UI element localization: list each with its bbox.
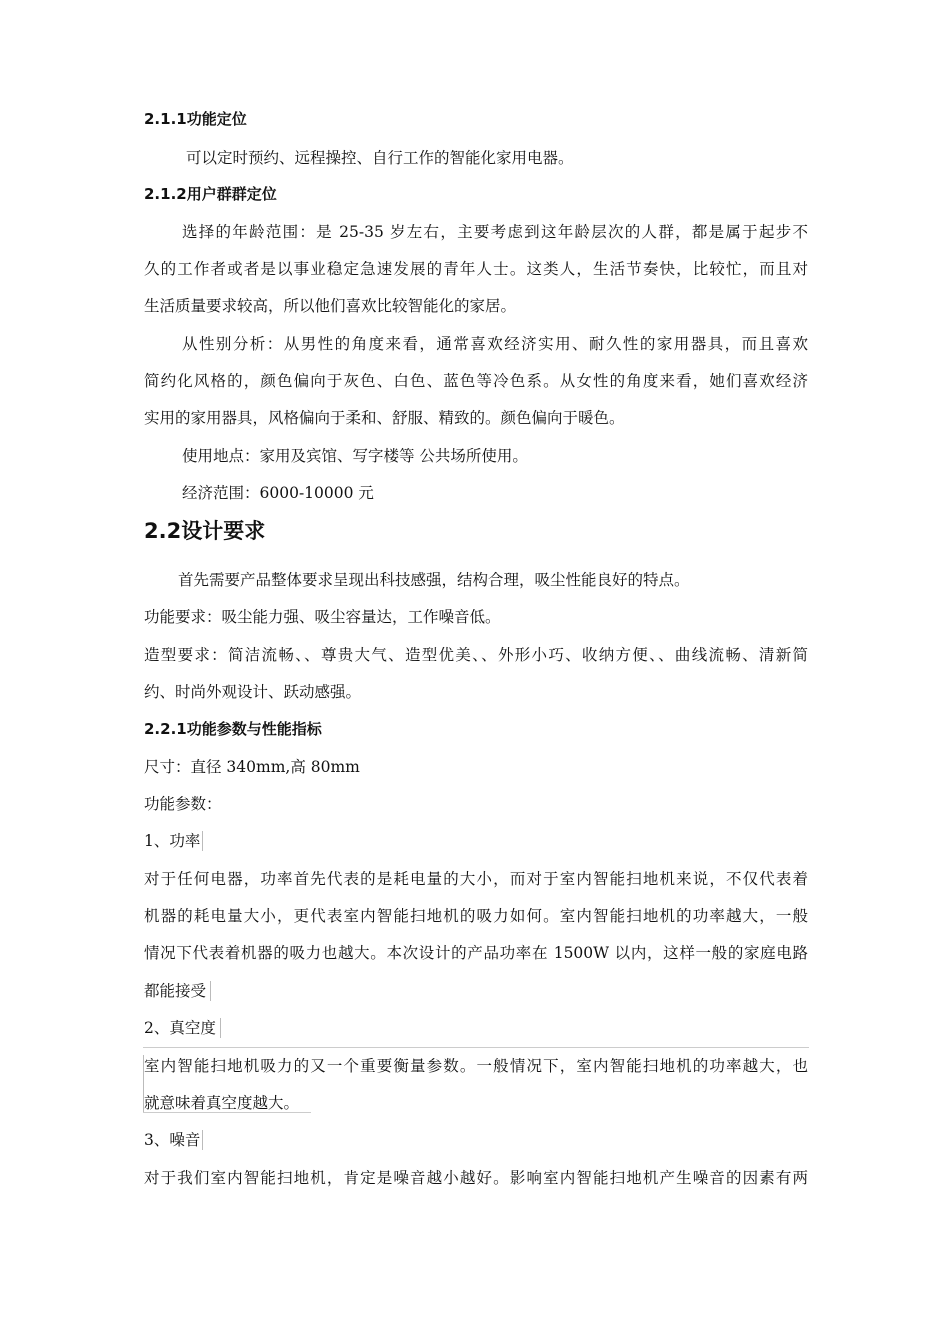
paragraph-age-line-1: 选择的年龄范围：是 25-35 岁左右，主要考虑到这年龄层次的人群，都是属于起步不	[182, 223, 808, 241]
paragraph-age-line-2: 久的工作者或者是以事业稳定急速发展的青年人士。这类人，生活节奏快，比较忙，而且对	[144, 260, 808, 278]
text-box-marker	[220, 1018, 221, 1038]
heading-2-2: 2.2设计要求	[144, 519, 266, 543]
text-box-marker	[202, 1130, 203, 1150]
paragraph-function-requirement: 功能要求：吸尘能力强、吸尘容量达，工作噪音低。	[144, 608, 501, 626]
paragraph-power-line-4: 都能接受	[144, 982, 207, 1000]
paragraph-economic-range: 经济范围：6000-10000 元	[182, 484, 374, 502]
paragraph-shape-line-1: 造型要求：简洁流畅、、尊贵大气、造型优美、、外形小巧、收纳方便、、曲线流畅、清新简	[144, 646, 808, 664]
paragraph-vacuum-line-2: 就意味着真空度越大。	[144, 1094, 300, 1112]
text-box-border	[143, 1047, 809, 1048]
paragraph-gender-line-1: 从性别分析：从男性的角度来看，通常喜欢经济实用、耐久性的家用器具，而且喜欢	[182, 335, 808, 353]
paragraph-usage-place: 使用地点：家用及宾馆、写字楼等 公共场所使用。	[182, 447, 528, 465]
paragraph-vacuum-line-1: 室内智能扫地机吸力的又一个重要衡量参数。一般情况下，室内智能扫地机的功率越大，也	[144, 1057, 808, 1075]
text-box-marker	[202, 831, 203, 851]
paragraph-design-intro: 首先需要产品整体要求呈现出科技感强，结构合理，吸尘性能良好的特点。	[178, 571, 690, 589]
text-box-marker	[210, 981, 211, 1001]
item-power-title: 1、功率	[144, 832, 201, 850]
paragraph-gender-line-2: 简约化风格的，颜色偏向于灰色、白色、蓝色等冷色系。从女性的角度来看，她们喜欢经济	[144, 372, 808, 390]
paragraph-params-label: 功能参数：	[144, 795, 222, 813]
paragraph-power-line-3: 情况下代表着机器的吸力也越大。本次设计的产品功率在 1500W 以内，这样一般的家庭电路	[144, 944, 808, 962]
paragraph-power-line-1: 对于任何电器，功率首先代表的是耗电量的大小，而对于室内智能扫地机来说，不仅代表着	[144, 870, 808, 888]
item-noise-title: 3、噪音	[144, 1131, 201, 1149]
paragraph-gender-line-3: 实用的家用器具，风格偏向于柔和、舒服、精致的。颜色偏向于暖色。	[144, 409, 625, 427]
paragraph-function-positioning: 可以定时预约、远程操控、自行工作的智能化家用电器。	[186, 149, 574, 167]
heading-2-1-1: 2.1.1功能定位	[144, 110, 247, 128]
paragraph-age-line-3: 生活质量要求较高，所以他们喜欢比较智能化的家居。	[144, 297, 517, 315]
text-box-border	[143, 1112, 311, 1113]
heading-2-1-2: 2.1.2用户群群定位	[144, 185, 277, 203]
paragraph-power-line-2: 机器的耗电量大小，更代表室内智能扫地机的吸力如何。室内智能扫地机的功率越大，一般	[144, 907, 808, 925]
item-vacuum-title: 2、真空度	[144, 1019, 216, 1037]
heading-2-2-1: 2.2.1功能参数与性能指标	[144, 720, 322, 738]
paragraph-shape-line-2: 约、时尚外观设计、跃动感强。	[144, 683, 362, 701]
paragraph-noise-line-1: 对于我们室内智能扫地机，肯定是噪音越小越好。影响室内智能扫地机产生噪音的因素有两	[144, 1169, 808, 1187]
paragraph-size: 尺寸：直径 340mm,高 80mm	[144, 758, 360, 776]
